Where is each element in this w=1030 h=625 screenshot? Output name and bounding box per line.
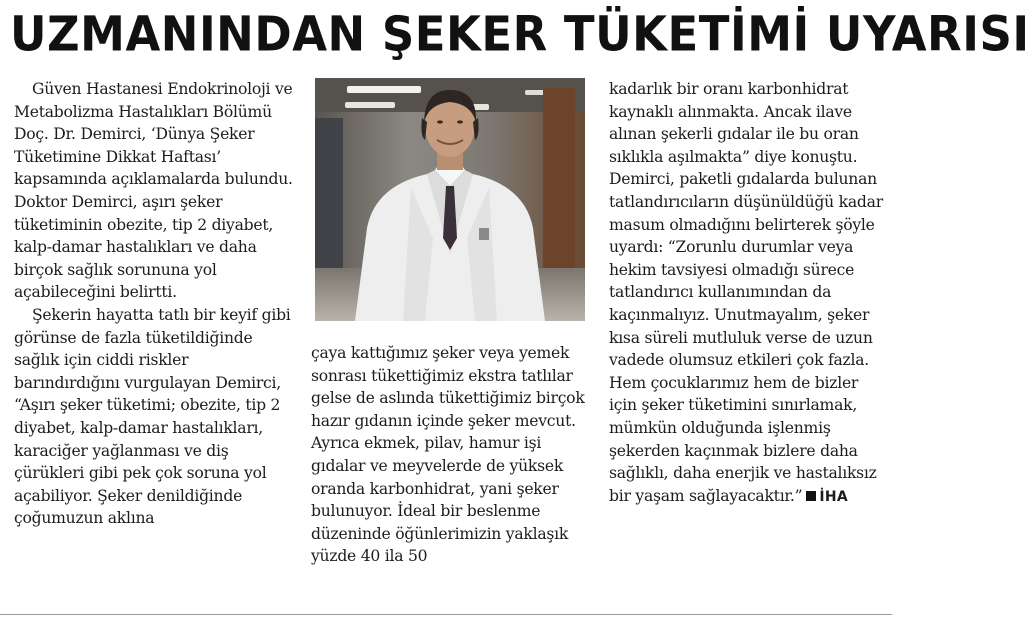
doctor-photo (315, 78, 585, 321)
article-column-2 (311, 342, 586, 568)
end-square-icon (806, 491, 816, 501)
paragraph-4-text: kadarlık bir oranı karbonhidrat kaynaklı alınmakta. Ancak ilave alınan şekerli gıdalar ile bu oran sıklıkla aşılmakta” diye konuştu. Demirci, paketli gıdalarda bulunan tatlandırıcıların düşünüldüğü kadar masum olmadığını belirterek şöyle uyardı: “Zorunlu durumlar veya hekim tavsiyesi olmadığı sürece tatlandırıcı kullanımından da kaçınmalıyız. Unutmayalım, şeker kısa süreli mutluluk verse de uzun vadede olumsuz etkileri çok fazla. Hem çocuklarımız hem de bizler için şeker tüketimini sınırlamak, mümkün olduğunda işlenmiş şekerden kaçınmak bizlere daha sağlıklı, daha enerjik ve hastalıksız bir yaşam sağlayacaktır.” (609, 80, 883, 505)
article-column-3 (609, 78, 885, 508)
headline: UZMANINDAN ŞEKER TÜKETİMİ UYARISI (10, 6, 1030, 63)
agency-credit: İHA (819, 488, 849, 505)
article-column-1 (14, 78, 297, 530)
paragraph-1: Güven Hastanesi Endokrinoloji ve Metabolizma Hastalıkları Bölümü Doç. Dr. Demirci, ‘Dünya Şeker Tüketimine Dikkat Haftası’ kapsamında açıklamalarda bulundu. Doktor Demirci, aşırı şeker tüketiminin obezite, tip 2 diyabet, kalp-damar hastalıkları ve daha birçok sağlık sorununa yol açabileceğini belirtti. (14, 80, 293, 302)
paragraph-4 (609, 78, 885, 508)
bottom-rule (0, 614, 892, 615)
paragraph-2: Şekerin hayatta tatlı bir keyif gibi görünse de fazla tüketildiğinde sağlık için ciddi riskler barındırdığını vurgulayan Demirci, “Aşırı şeker tüketimi; obezite, tip 2 diyabet, kalp-damar hastalıkları, karaciğer yağlanması ve diş çürükleri gibi pek çok soruna yol açabiliyor. Şeker denildiğinde çoğumuzun aklına (14, 305, 291, 528)
paragraph-3: çaya kattığımız şeker veya yemek sonrası tükettiğimiz ekstra tatlılar gelse de aslında tükettiğimiz birçok hazır gıdanın içinde şeker mevcut. Ayrıca ekmek, pilav, hamur işi gıdalar ve meyvelerde de yüksek oranda karbonhidrat, yani şeker bulunuyor. İdeal bir beslenme düzeninde öğünlerimizin yaklaşık yüzde 40 ila 50 (311, 344, 585, 566)
